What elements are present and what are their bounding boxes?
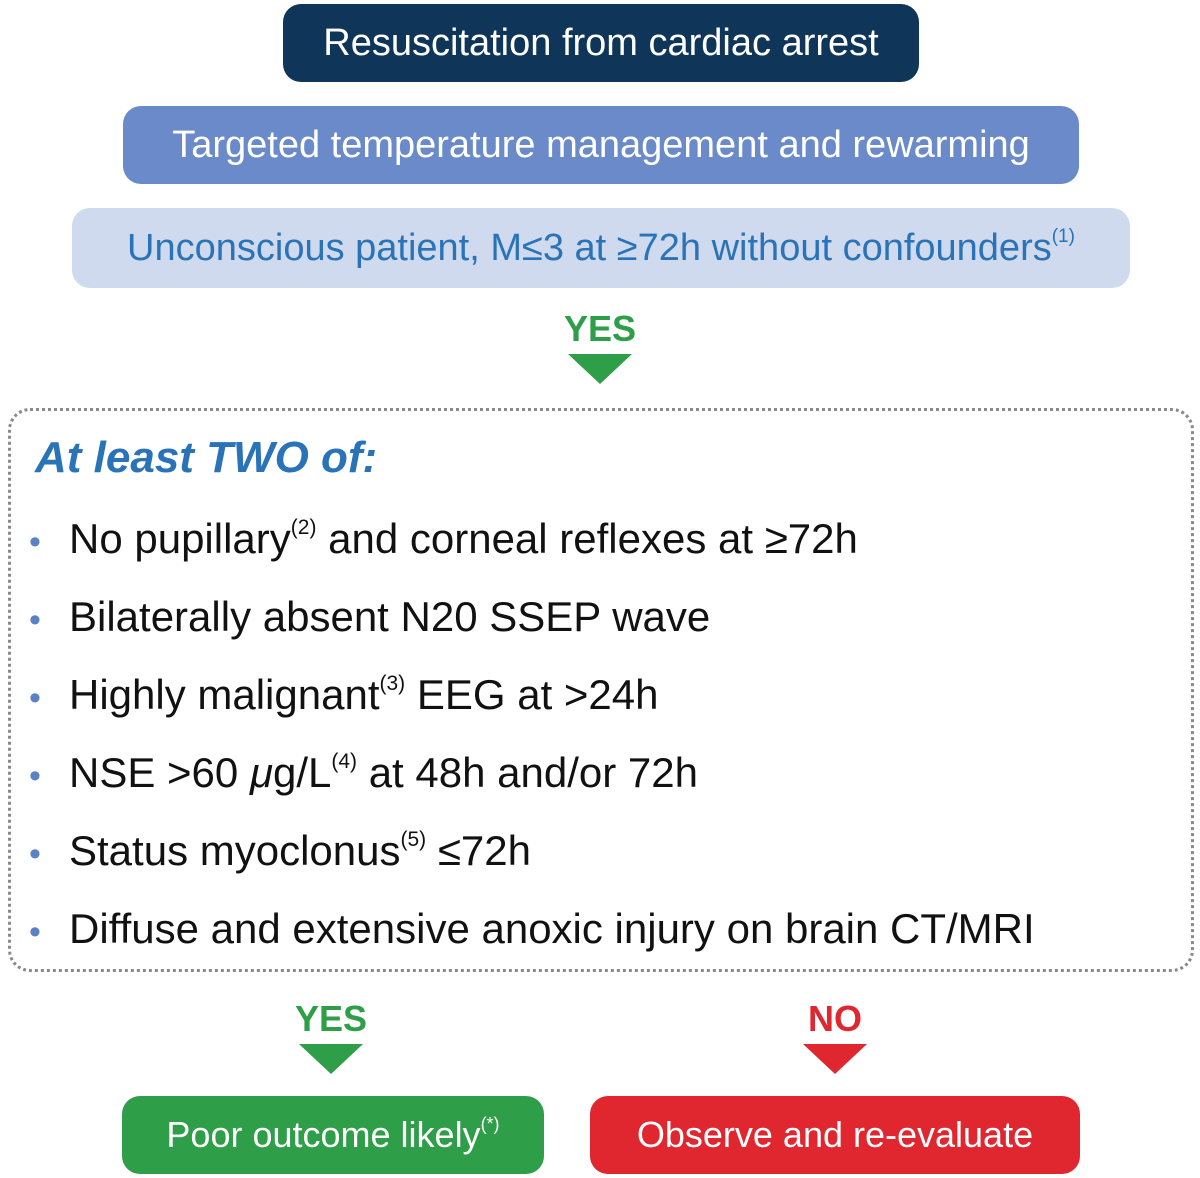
unconscious-text: Unconscious patient, M≤3 at ≥72h without confounders	[127, 226, 1052, 269]
no-label-bottom: NO	[808, 998, 862, 1039]
criterion-text: at 48h and/or 72h	[357, 749, 698, 796]
observe-label: Observe and re-evaluate	[636, 1114, 1034, 1155]
criterion-imaging	[29, 905, 1035, 953]
criterion-text: EEG at >24h	[405, 671, 659, 718]
ttm-box	[123, 106, 1079, 184]
bullet-icon: •	[29, 601, 41, 639]
criterion-myoclonus	[29, 827, 531, 875]
down-arrow-top-icon	[568, 354, 632, 384]
down-arrow-yes-icon	[299, 1044, 363, 1074]
criterion-text: Bilaterally absent N20 SSEP wave	[69, 593, 711, 640]
bullet-icon: •	[29, 757, 41, 795]
footnote-1: (1)	[1051, 226, 1075, 248]
mu-symbol: μ	[249, 749, 273, 796]
criterion-text: and corneal reflexes at ≥72h	[316, 515, 858, 562]
criterion-text: Highly malignant	[69, 671, 380, 718]
criterion-text: NSE >60	[69, 749, 250, 796]
unconscious-label	[127, 227, 1075, 270]
resuscitation-label: Resuscitation from cardiac arrest	[323, 21, 879, 64]
bullet-icon: •	[29, 913, 41, 951]
unconscious-patient-box	[72, 208, 1130, 288]
bullet-icon: •	[29, 835, 41, 873]
criterion-text: Diffuse and extensive anoxic injury on brain CT/MRI	[69, 905, 1035, 952]
resuscitation-box	[283, 4, 919, 82]
yes-label-bottom: YES	[294, 998, 368, 1039]
criterion-ssep	[29, 593, 710, 641]
criterion-nse	[29, 749, 698, 797]
poor-outcome-box	[122, 1096, 544, 1174]
criteria-panel	[8, 408, 1194, 972]
poor-outcome-text: Poor outcome likely	[166, 1114, 481, 1155]
criterion-text: No pupillary	[69, 515, 291, 562]
criteria-heading: At least TWO of:	[35, 433, 378, 482]
bullet-icon: •	[29, 523, 41, 561]
criterion-eeg	[29, 671, 659, 719]
observe-reevaluate-box	[590, 1096, 1080, 1174]
down-arrow-no-icon	[803, 1044, 867, 1074]
ttm-label: Targeted temperature management and rewarming	[172, 123, 1030, 166]
criterion-pupillary	[29, 515, 858, 563]
footnote-5: (5)	[400, 827, 427, 851]
criterion-text: ≤72h	[426, 827, 531, 874]
footnote-2: (2)	[290, 515, 317, 539]
footnote-3: (3)	[379, 671, 406, 695]
criterion-text: g/L	[272, 749, 332, 796]
poor-outcome-label	[166, 1114, 499, 1156]
footnote-4: (4)	[331, 749, 358, 773]
bullet-icon: •	[29, 679, 41, 717]
yes-label-top: YES	[563, 308, 637, 349]
footnote-asterisk: (*)	[480, 1114, 500, 1135]
criterion-text: Status myoclonus	[69, 827, 401, 874]
